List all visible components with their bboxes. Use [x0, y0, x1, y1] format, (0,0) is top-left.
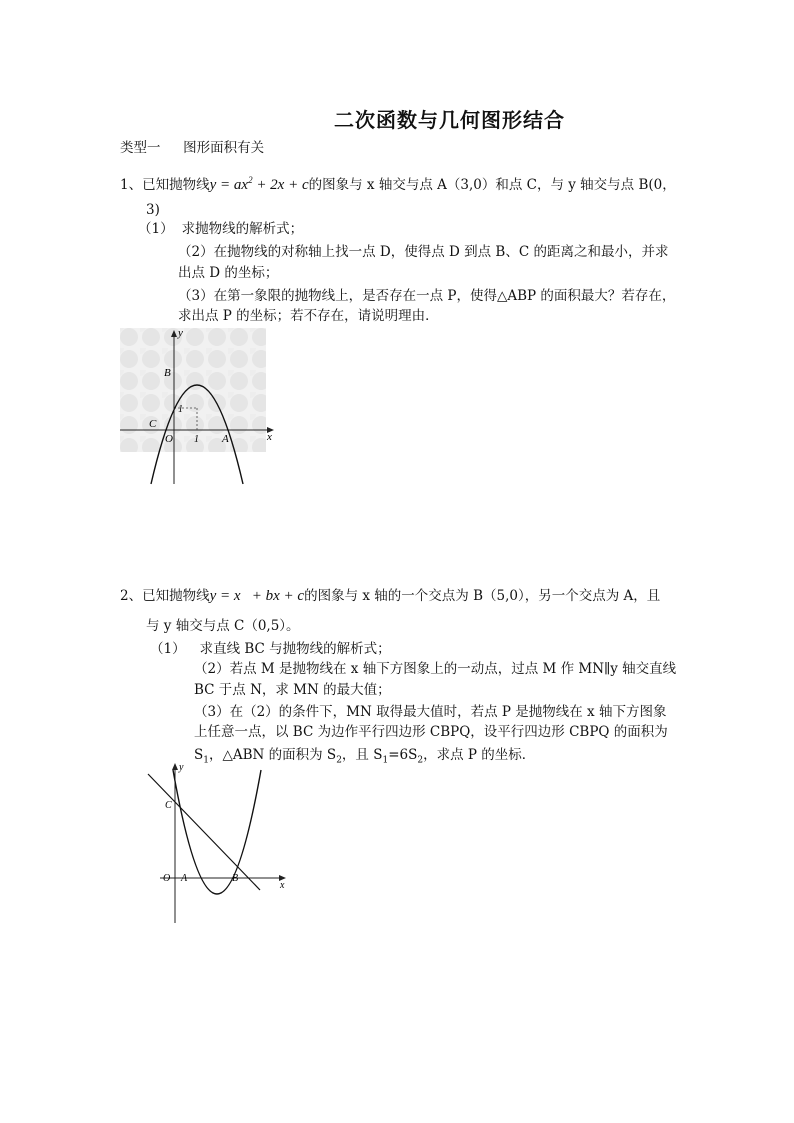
q1-stem-cont: 3)	[146, 202, 160, 218]
q1-pre: 已知抛物线	[142, 177, 210, 193]
q1-figure	[118, 326, 278, 488]
point-b-label: B	[232, 873, 239, 884]
section-label: 类型一	[120, 140, 161, 156]
q2-number: 2、	[120, 588, 143, 604]
q2-part2-line2: BC 于点 N，求 MN 的最大值；	[194, 682, 391, 698]
q2-stem	[120, 586, 660, 606]
y-axis-arrow	[172, 763, 178, 770]
q2-post: 的图象与 x 轴的一个交点为 B（5,0），另一个交点为 A，且	[304, 588, 661, 604]
q1-part2-line1: （2）在抛物线的对称轴上找一点 D，使得点 D 到点 B、C 的距离之和最小，并求	[178, 244, 669, 260]
origin-label: O	[163, 873, 171, 884]
q2-part2-line1: （2）若点 M 是抛物线在 x 轴下方图象上的一动点，过点 M 作 MN∥y 轴交直线	[194, 661, 677, 677]
q1-part3-line2: 求出点 P 的坐标；若不存在，请说明理由．	[178, 308, 439, 324]
q1-part2-line2: 出点 D 的坐标；	[178, 265, 279, 281]
point-c-label: C	[165, 800, 172, 811]
point-b-label: B	[164, 367, 171, 379]
point-a-label: A	[181, 873, 188, 884]
q2-part3-line1: （3）在（2）的条件下，MN 取得最大值时，若点 P 是抛物线在 x 轴下方图象	[194, 704, 667, 720]
origin-label: O	[165, 433, 173, 445]
q2-figure	[140, 758, 292, 930]
q2-part3-line2: 上任意一点，以 BC 为边作平行四边形 CBPQ，设平行四边形 CBPQ 的面积为	[194, 724, 668, 740]
section-topic: 图形面积有关	[183, 140, 265, 156]
q1-number: 1、	[120, 177, 143, 193]
y-axis-label: y	[178, 327, 183, 339]
point-a-label: A	[222, 433, 229, 445]
q1-part1: （1） 求抛物线的解析式；	[138, 221, 304, 237]
x-axis-label: x	[267, 431, 272, 443]
x-tick-1-label: 1	[194, 434, 199, 445]
q2-equation: y = x + bx + c	[209, 588, 305, 604]
q1-stem	[120, 170, 676, 195]
q2-part1: （1） 求直线 BC 与抛物线的解析式；	[150, 641, 391, 657]
point-c-label: C	[149, 418, 157, 430]
q1-post: 的图象与 x 轴交与点 A（3,0）和点 C，与 y 轴交与点 B(0，	[308, 177, 676, 193]
q2-pre: 已知抛物线	[142, 588, 210, 604]
y-axis-label: y	[179, 762, 184, 773]
section-header	[120, 138, 264, 158]
q2-stem-cont: 与 y 轴交与点 C（0,5）。	[146, 618, 300, 634]
q1-equation: $y = ax^2 + 2x + c$	[209, 175, 309, 193]
y-tick-1-label: 1	[178, 404, 183, 415]
q1-part3-line1: （3）在第一象限的抛物线上，是否存在一点 P，使得△ABP 的面积最大？若存在，	[178, 288, 676, 304]
q2-part3-line3: $S_1$，△ABN 的面积为 $S_2$，且 $S_1=6S_2$，求点 P 的坐标．	[194, 747, 536, 766]
x-axis-label: x	[280, 880, 285, 891]
page-title: 二次函数与几何图形结合	[334, 108, 565, 132]
